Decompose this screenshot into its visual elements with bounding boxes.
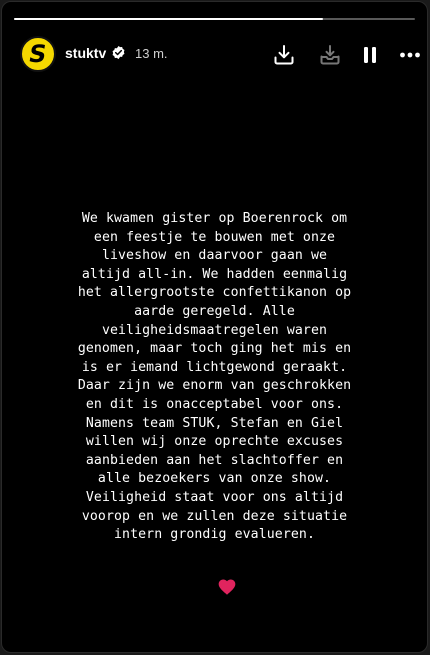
post-timestamp: 13 m. — [135, 46, 168, 61]
avatar[interactable] — [20, 36, 56, 72]
save-to-archive-icon[interactable] — [317, 42, 343, 68]
pause-icon[interactable] — [357, 42, 383, 68]
story-header — [2, 32, 427, 76]
download-icon[interactable] — [271, 42, 297, 68]
more-options-icon[interactable] — [397, 42, 423, 68]
username[interactable]: stuktv — [65, 45, 107, 61]
verified-badge-icon — [111, 45, 126, 60]
story-progress-fill — [14, 18, 323, 20]
story-progress-bar — [14, 18, 415, 20]
story-text: We kwamen gister op Boerenrock om een feestje te bouwen met onze liveshow en daarvoor gaan we altijd all-in. We hadden eenmalig het allergrootste confettikanon op aarde geregeld. Alle veiligheidsmaatregelen waren genomen, maar toch ging het mis en is er iemand lichtgewond geraakt. Daar zijn we enorm van geschrokken en dit is onacceptabel voor ons. Namens team STUK, Stefan en Giel willen wij onze oprechte excuses aanbieden aan het slachtoffer en alle bezoekers van onze show. Veiligheid staat voor ons altijd voorop en we zullen deze situatie intern grondig evalueren. — [77, 211, 352, 543]
heart-emoji-icon — [217, 577, 237, 597]
avatar-letter: S — [26, 40, 50, 68]
story-viewer — [1, 1, 428, 653]
